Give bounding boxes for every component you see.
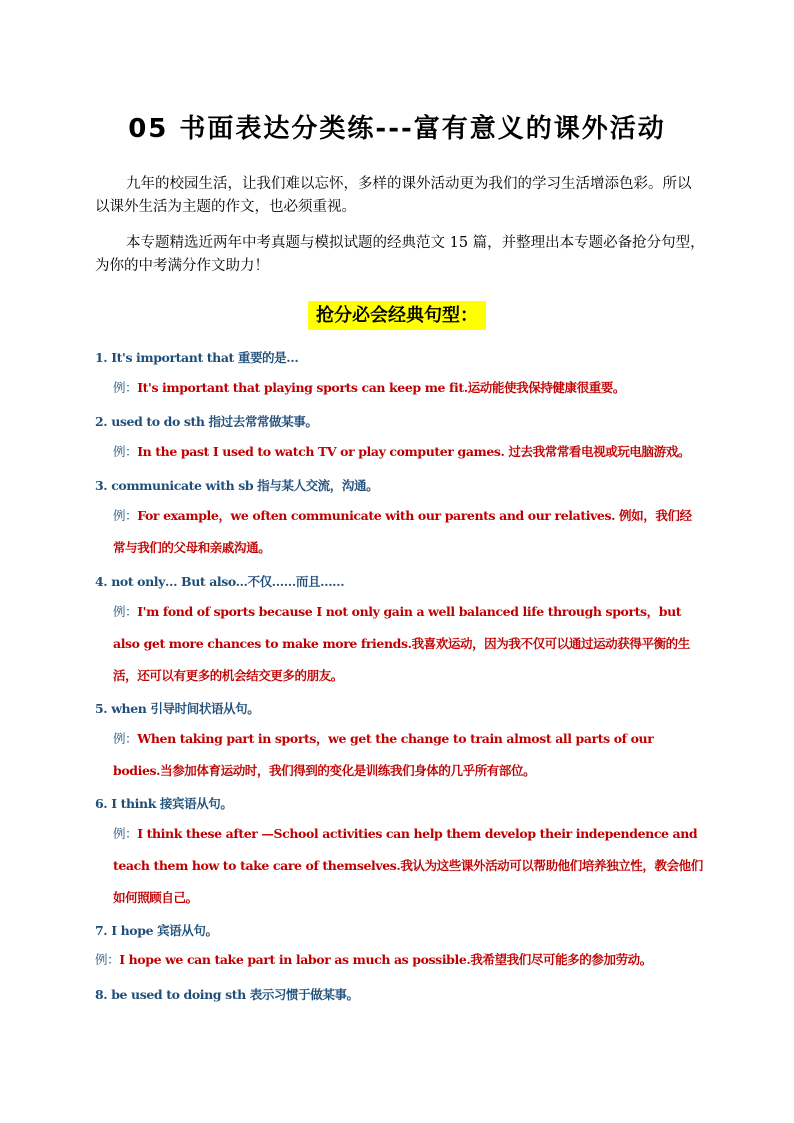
- example-label: 例：: [113, 380, 138, 395]
- example-text: I hope we can take part in labor as much as possible.我希望我们尽可能多的参加劳动。: [119, 952, 652, 967]
- example-text: When taking part in sports，we get the change to train almost all parts of our bodies.当参加体育运动时，我们得到的变化是训练我们身体的几乎所有部位。: [113, 731, 654, 778]
- example-4: [113, 596, 703, 692]
- sentence-pattern-3: 3. communicate with sb 指与某人交流，沟通。: [95, 478, 379, 493]
- example-label: 例：: [113, 508, 138, 523]
- example-7: [95, 944, 685, 976]
- sentence-pattern-2: 2. used to do sth 指过去常常做某事。: [95, 414, 318, 429]
- section-heading: 抢分必会经典句型：: [308, 301, 486, 330]
- example-label: 例：: [113, 604, 138, 619]
- example-5: [113, 723, 703, 787]
- sentence-pattern-6: 6. I think 接宾语从句。: [95, 796, 233, 811]
- sentence-pattern-8: 8. be used to doing sth 表示习惯于做某事。: [95, 987, 359, 1002]
- intro-paragraph-1: 九年的校园生活，让我们难以忘怀，多样的课外活动更为我们的学习生活增添色彩。所以以课外生活为主题的作文，也必须重视。: [95, 176, 692, 215]
- sentence-pattern-1: 1. It's important that 重要的是…: [95, 350, 299, 365]
- example-3: [113, 500, 703, 564]
- example-label: 例：: [113, 826, 138, 841]
- section-heading-wrap: [0, 301, 794, 330]
- example-text: I think these after —School activities can help them develop their independence and teach them how to take care of themselves.我认为这些课外活动可以帮助他们培养独立性，教会他们如何照顾自己。: [113, 826, 703, 905]
- sentence-pattern-7: 7. I hope 宾语从句。: [95, 923, 218, 938]
- example-text: For example，we often communicate with our parents and our relatives. 例如，我们经常与我们的父母和亲戚沟通。: [113, 508, 692, 555]
- page-title: 05 书面表达分类练---富有意义的课外活动: [128, 114, 666, 144]
- sentence-pattern-4: 4. not only… But also...不仅……而且……: [95, 574, 345, 589]
- example-label: 例：: [95, 952, 120, 967]
- example-text: In the past I used to watch TV or play computer games. 过去我常常看电视或玩电脑游戏。: [137, 444, 690, 459]
- example-text: I'm fond of sports because I not only gain a well balanced life through sports，but also get more chances to make more friends.我喜欢运动，因为我不仅可以通过运动获得平衡的生活，还可以有更多的机会结交更多的朋友。: [113, 604, 690, 683]
- example-text: It's important that playing sports can keep me fit.运动能使我保持健康很重要。: [137, 380, 625, 395]
- sentence-pattern-5: 5. when 引导时间状语从句。: [95, 701, 260, 716]
- example-2: [113, 436, 703, 468]
- example-label: 例：: [113, 731, 138, 746]
- example-6: [113, 818, 703, 914]
- intro-paragraph-2: 本专题精选近两年中考真题与模拟试题的经典范文 15 篇，并整理出本专题必备抢分句型，为你的中考满分作文助力！: [95, 235, 705, 274]
- example-label: 例：: [113, 444, 138, 459]
- example-1: [113, 372, 703, 404]
